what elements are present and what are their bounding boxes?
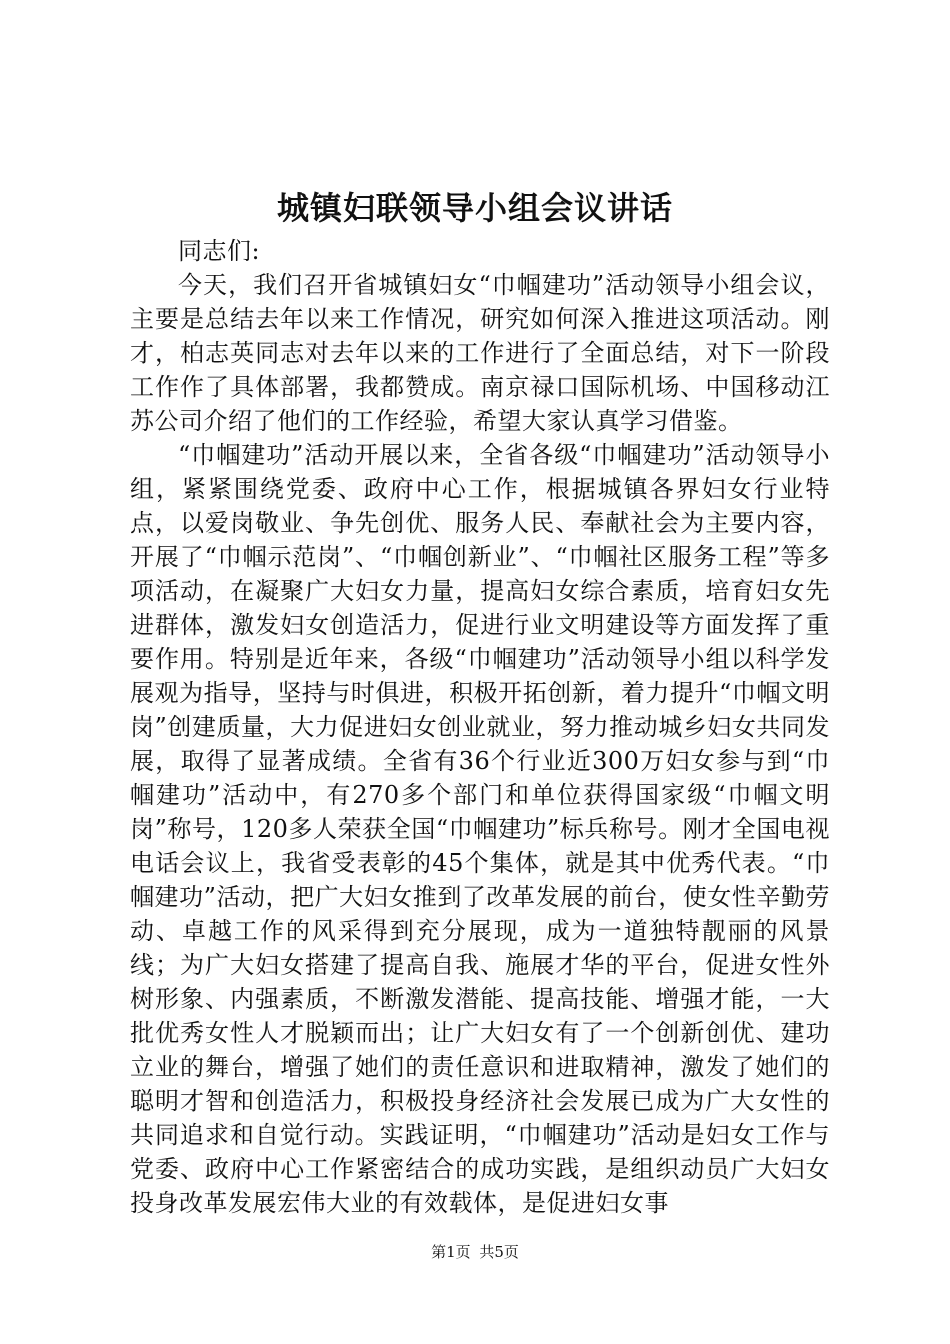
paragraph-1: 今天，我们召开省城镇妇女“巾帼建功”活动领导小组会议，主要是总结去年以来工作情况，研究如何深入推进这项活动。刚才，柏志英同志对去年以来的工作进行了全面总结，对下一阶段工作作了具体部署，我都赞成。南京禄口国际机场、中国移动江苏公司介绍了他们的工作经验，希望大家认真学习借鉴。 [130,271,830,435]
paragraph-2: “巾帼建功”活动开展以来，全省各级“巾帼建功”活动领导小组，紧紧围绕党委、政府中心工作，根据城镇各界妇女行业特点，以爱岗敬业、争先创优、服务人民、奉献社会为主要内容，开展了“巾帼示范岗”、“巾帼创新业”、“巾帼社区服务工程”等多项活动，在凝聚广大妇女力量，提高妇女综合素质，培育妇女先进群体，激发妇女创造活力，促进行业文明建设等方面发挥了重要作用。特别是近年来，各级“巾帼建功”活动领导小组以科学发展观为指导，坚持与时俱进，积极开拓创新，着力提升“巾帼文明岗”创建质量，大力促进妇女创业就业，努力推动城乡妇女共同发展，取得了显著成绩。全省有36个行业近300万妇女参与到“巾帼建功”活动中，有270多个部门和单位获得国家级“巾帼文明岗”称号，120多人荣获全国“巾帼建功”标兵称号。刚才全国电视电话会议上，我省受表彰的45个集体，就是其中优秀代表。“巾帼建功”活动，把广大妇女推到了改革发展的前台，使女性辛勤劳动、卓越工作的风采得到充分展现，成为一道独特靓丽的风景线；为广大妇女搭建了提高自我、施展才华的平台，促进女性外树形象、内强素质，不断激发潜能、提高技能、增强才能，一大批优秀女性人才脱颖而出；让广大妇女有了一个创新创优、建功立业的舞台，增强了她们的责任意识和进取精神，激发了她们的聪明才智和创造活力，积极投身经济社会发展已成为广大女性的共同追求和自觉行动。实践证明，“巾帼建功”活动是妇女工作与党委、政府中心工作紧密结合的成功实践，是组织动员广大妇女投身改革发展宏伟大业的有效载体，是促进妇女事 [130,441,830,1217]
document-body [130,234,830,1220]
page-footer [0,1242,950,1262]
page-number: 第1页 [431,1243,471,1261]
salutation: 同志们: [178,237,261,265]
document-title: 城镇妇联领导小组会议讲话 [276,189,673,227]
page-total: 共5页 [479,1243,519,1261]
